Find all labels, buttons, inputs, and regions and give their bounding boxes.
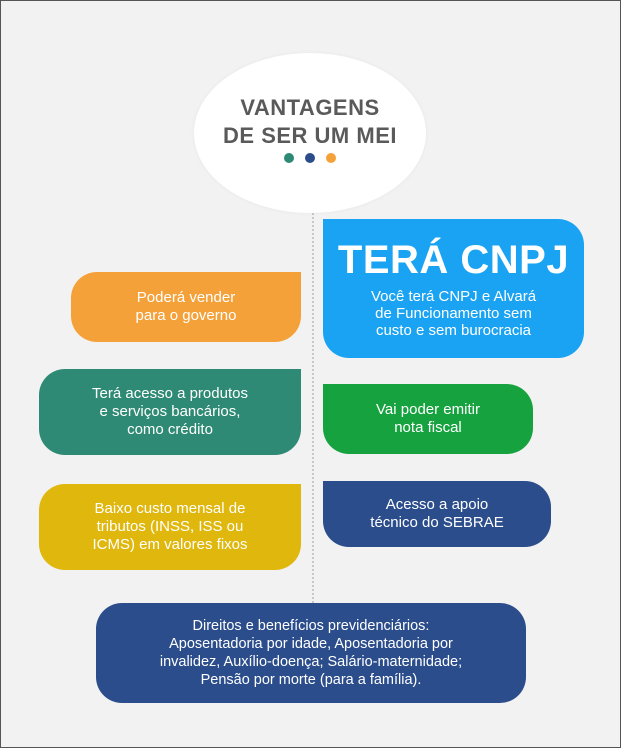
benefit-text: Baixo custo mensal de tributos (INSS, ISS ou ICMS) em valores fixos (92, 500, 248, 553)
teal-dot-icon (284, 153, 294, 163)
benefit-invoice (323, 384, 533, 454)
title-line-1: VANTAGENS (240, 95, 380, 120)
benefit-heading: TERÁ CNPJ (337, 238, 570, 282)
benefit-low-monthly-taxes (39, 484, 301, 570)
benefit-social-security (96, 603, 526, 703)
navy-dot-icon (305, 153, 315, 163)
benefit-text: Acesso a apoio técnico do SEBRAE (370, 496, 504, 531)
timeline-dotted-line (312, 213, 314, 603)
benefit-text: Direitos e benefícios previdenciários: Aposentadoria por idade, Aposentadoria por invalidez, Auxílio-doença; Salário-maternidade; Pensão por morte (para a família). (159, 618, 463, 688)
benefit-text: Você terá CNPJ e Alvará de Funcionamento sem custo e sem burocracia (370, 288, 537, 339)
benefit-cnpj (323, 219, 584, 358)
benefit-text: Vai poder emitir nota fiscal (376, 401, 480, 436)
title-line-2: DE SER UM MEI (223, 123, 397, 148)
benefit-text: Terá acesso a produtos e serviços bancários, como crédito (92, 385, 248, 438)
header-circle (194, 53, 426, 213)
benefit-sebrae-support (323, 481, 551, 547)
benefit-sell-to-government (71, 272, 301, 342)
orange-dot-icon (326, 153, 336, 163)
benefit-banking-access (39, 369, 301, 455)
benefit-text: Poderá vender para o governo (135, 289, 237, 324)
